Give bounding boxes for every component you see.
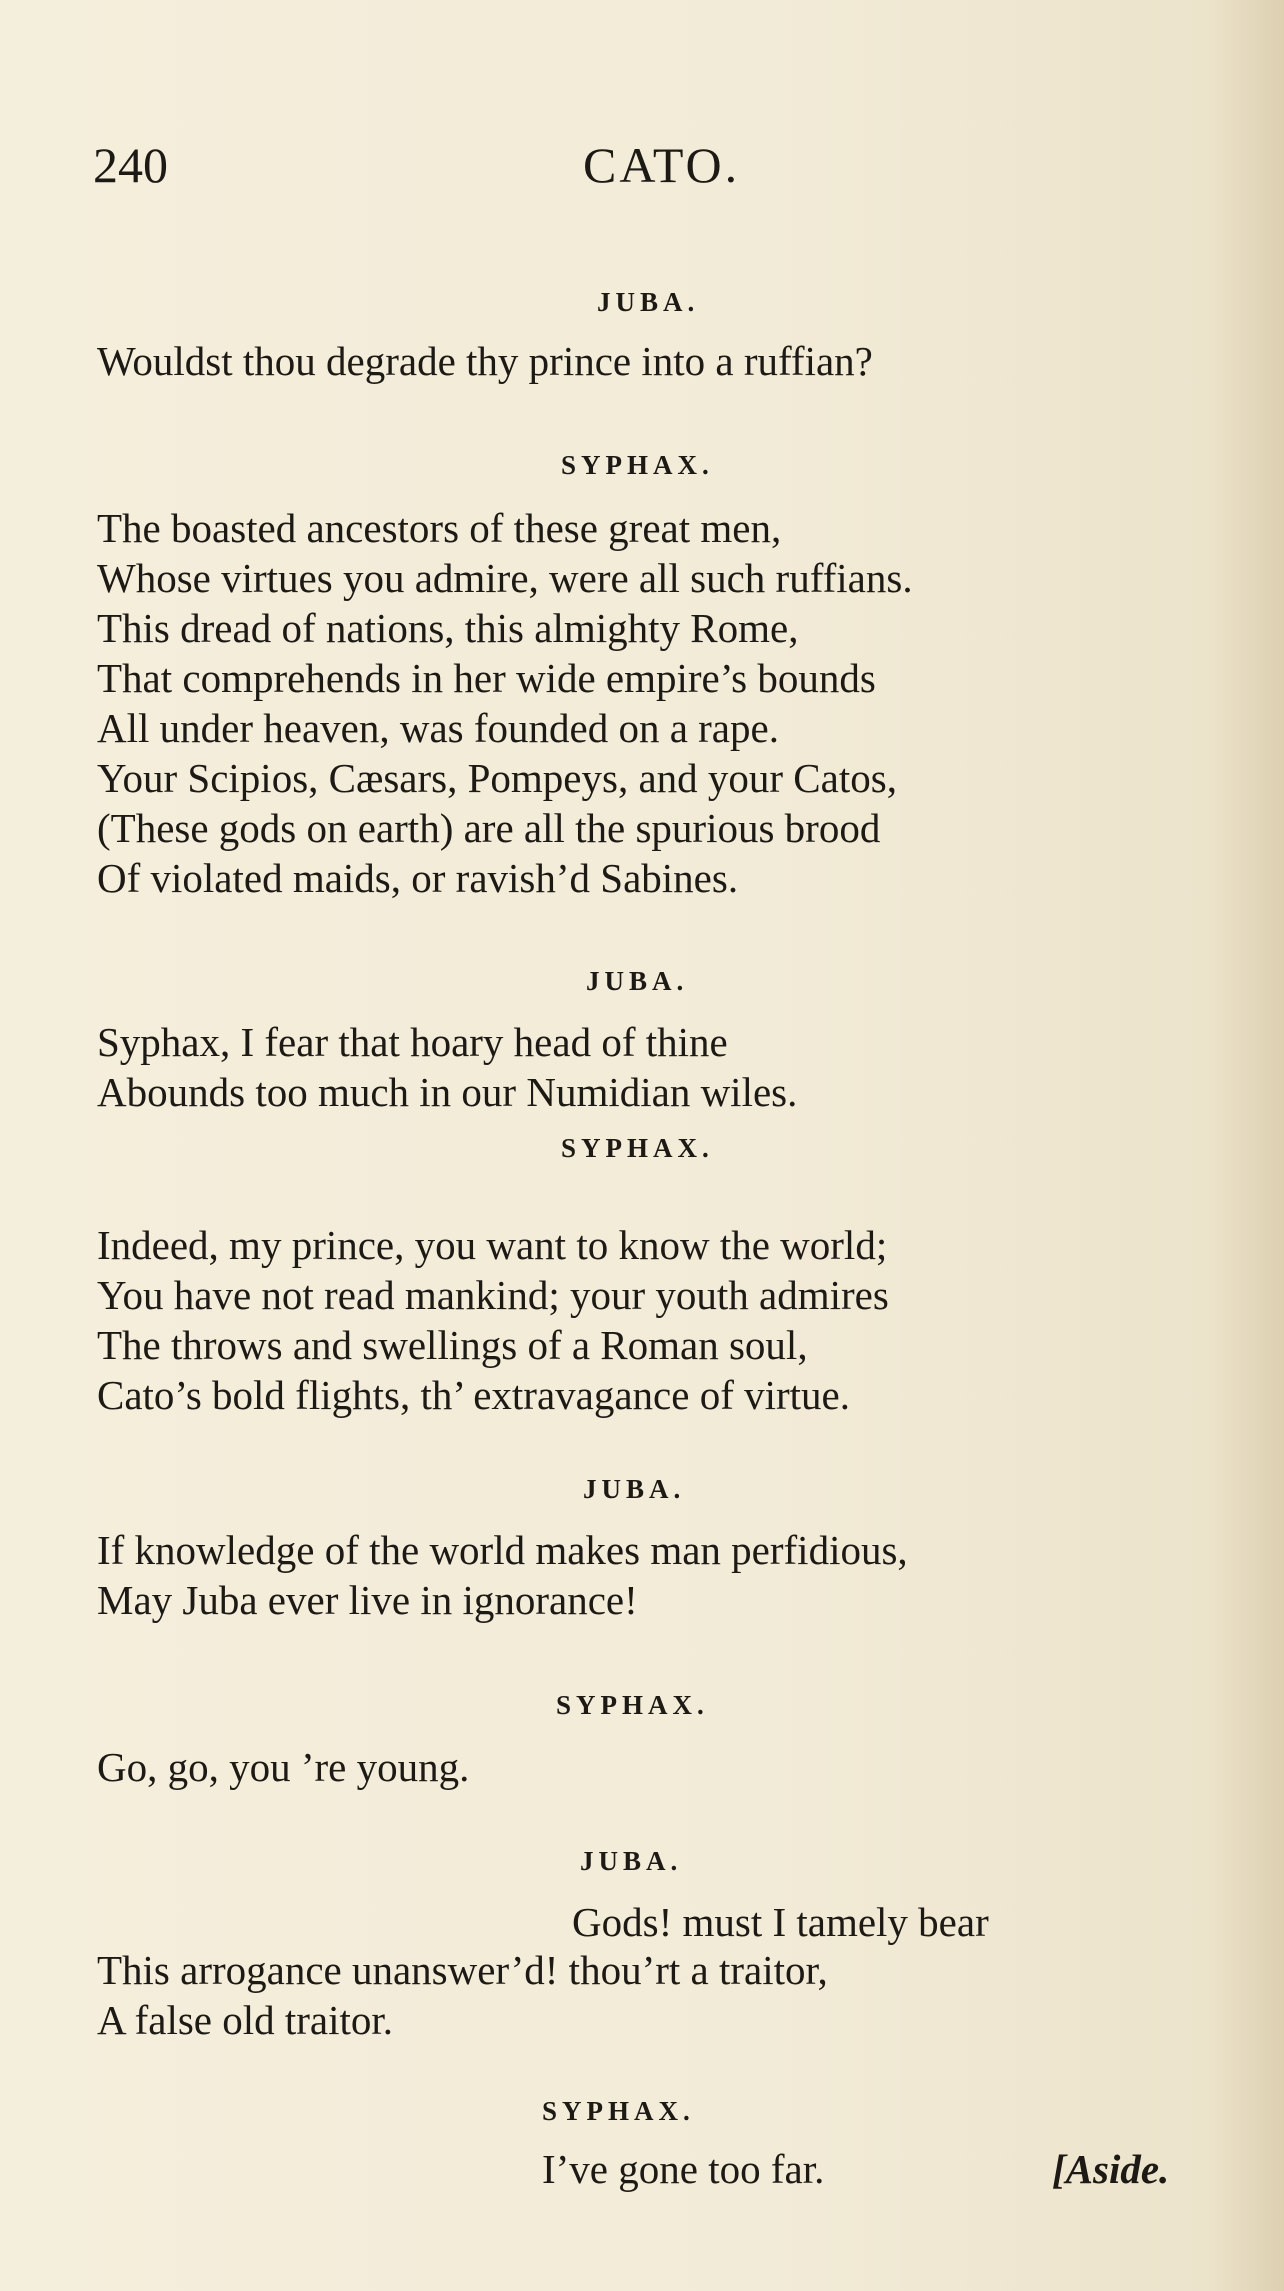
verse-line: Go, go, you ’re young.: [97, 1744, 470, 1790]
verse-line: That comprehends in her wide empire’s bounds: [97, 655, 876, 701]
verse-line: This dread of nations, this almighty Rome,: [97, 605, 799, 651]
speaker-syphax: SYPHAX.: [542, 2096, 695, 2126]
speaker-syphax: SYPHAX.: [561, 1133, 714, 1163]
speech-juba: [97, 336, 873, 386]
verse-line: A false old traitor.: [97, 1997, 394, 2043]
verse-line: Cato’s bold flights, th’ extravagance of virtue.: [97, 1372, 850, 1418]
indented-half-line: I’ve gone too far.: [542, 2146, 825, 2192]
verse-line: Wouldst thou degrade thy prince into a ruffian?: [97, 338, 873, 384]
speaker-syphax: SYPHAX.: [556, 1690, 709, 1720]
speech-juba: [97, 1017, 797, 1117]
verse-line: If knowledge of the world makes man perfidious,: [97, 1527, 908, 1573]
indented-half-line: Gods! must I tamely bear: [572, 1899, 989, 1945]
running-title: CATO.: [583, 137, 741, 193]
verse-line: Indeed, my prince, you want to know the world;: [97, 1222, 888, 1268]
speech-juba: [97, 1945, 828, 2045]
verse-line: This arrogance unanswer’d! thou’rt a traitor,: [97, 1947, 828, 1993]
verse-line: May Juba ever live in ignorance!: [97, 1577, 638, 1623]
speech-syphax: [97, 503, 913, 903]
verse-line: (These gods on earth) are all the spurious brood: [97, 805, 881, 851]
speaker-syphax: SYPHAX.: [561, 450, 714, 480]
verse-line: You have not read mankind; your youth admires: [97, 1272, 889, 1318]
verse-line: Whose virtues you admire, were all such ruffians.: [97, 555, 913, 601]
speaker-juba: JUBA.: [586, 966, 689, 996]
speaker-juba: JUBA.: [583, 1474, 686, 1504]
verse-line: The throws and swellings of a Roman soul,: [97, 1322, 808, 1368]
speaker-juba: JUBA.: [597, 287, 700, 317]
stage-direction-text: [Aside.: [1052, 2146, 1170, 2192]
verse-line: The boasted ancestors of these great men,: [97, 505, 782, 551]
verse-line: Your Scipios, Cæsars, Pompeys, and your Catos,: [97, 755, 897, 801]
speech-syphax: [97, 1742, 469, 1792]
verse-line: All under heaven, was founded on a rape.: [97, 705, 779, 751]
stage-direction: [1052, 2145, 1169, 2193]
speaker-juba: JUBA.: [580, 1846, 683, 1876]
page-number: 240: [93, 137, 168, 193]
speech-syphax: [97, 1220, 889, 1420]
speech-juba: [97, 1525, 908, 1625]
verse-line: Abounds too much in our Numidian wiles.: [97, 1069, 798, 1115]
verse-line: Syphax, I fear that hoary head of thine: [97, 1019, 728, 1065]
verse-line: Of violated maids, or ravish’d Sabines.: [97, 855, 739, 901]
